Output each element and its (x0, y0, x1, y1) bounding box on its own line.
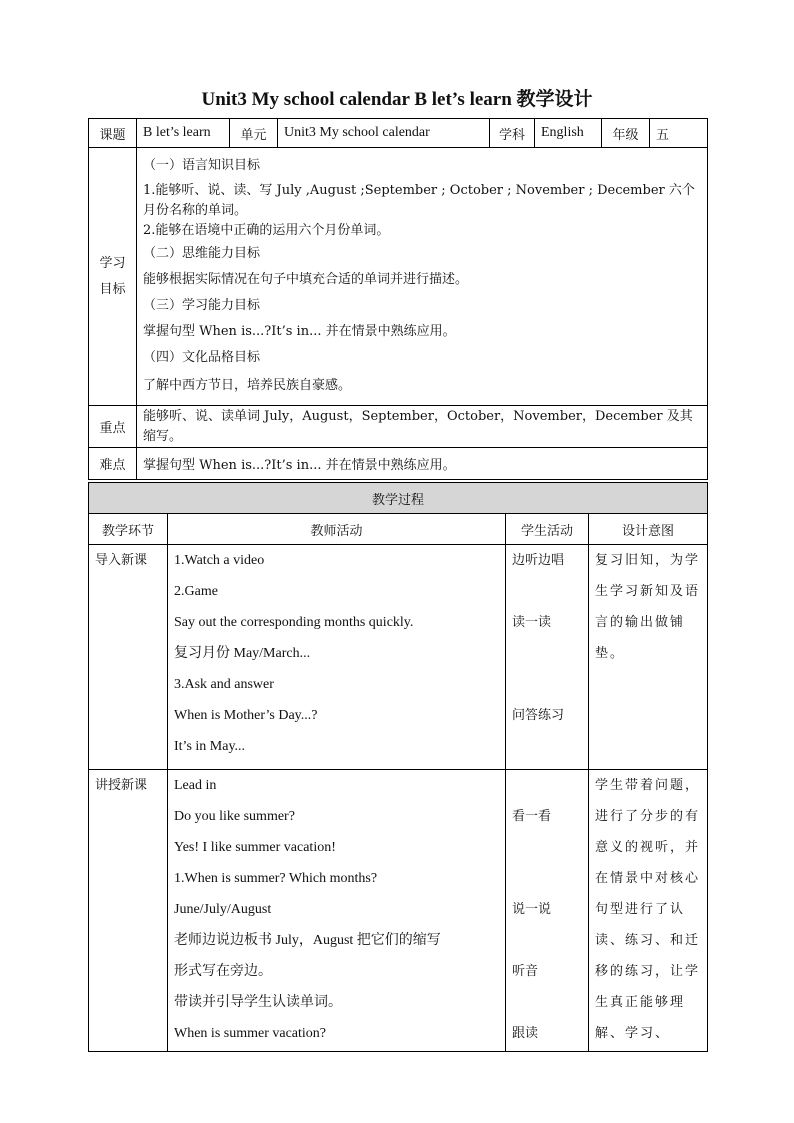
student-line (512, 987, 582, 1018)
objectives-label: 学习目标 (89, 148, 137, 406)
student-line: 看一看 (512, 809, 552, 824)
grade-value: 五 (650, 119, 708, 148)
teacher-line: 带读并引导学生认读单词。 (174, 995, 342, 1010)
student-line (512, 638, 582, 669)
student-line (512, 925, 582, 956)
column-student: 学生活动 (506, 514, 589, 545)
objective-text-5: 了解中西方节日，培养民族自豪感。 (143, 377, 352, 393)
objective-text-3: 能够根据实际情况在句子中填充合适的单词并进行描述。 (143, 271, 469, 287)
objective-heading-1: （一）语言知识目标 (143, 157, 261, 173)
teacher-line: 老师边说边板书 July，August 把它们的缩写 (174, 933, 441, 948)
teacher-line: Do you like summer? (174, 809, 295, 824)
teacher-line: It’s in May... (174, 739, 246, 754)
teacher-line: Lead in (174, 778, 217, 793)
subject-label: 学科 (490, 119, 535, 148)
design-intent: 复习旧知，为学生学习新知及语言的输出做铺垫。 (589, 545, 708, 770)
subject-value: English (535, 119, 602, 148)
key-points-text: 能够听、说、读单词 July，August，September，October，November，December 及其缩写。 (137, 406, 708, 448)
process-row-new-lesson (89, 770, 708, 1052)
key-points-label: 重点 (89, 406, 137, 448)
student-line (512, 770, 582, 801)
teacher-activities (168, 545, 506, 770)
column-design: 设计意图 (589, 514, 708, 545)
teacher-line: 1.Watch a video (174, 553, 265, 568)
teacher-line: 1.When is summer? Which months? (174, 871, 378, 886)
teacher-line: When is Mother’s Day...? (174, 708, 318, 723)
student-line: 边听边唱 (512, 553, 565, 568)
student-line (512, 863, 582, 894)
column-teacher: 教师活动 (168, 514, 506, 545)
student-line (512, 832, 582, 863)
design-intent: 学生带着问题，进行了分步的有意义的视听，并在情景中对核心句型进行了认读、练习、和迁移的练习，让学生真正能够理解、学习、 (589, 770, 708, 1052)
unit-label: 单元 (230, 119, 278, 148)
objectives-content (137, 148, 708, 406)
objective-text-2: 2.能够在语境中正确的运用六个月份单词。 (143, 222, 390, 238)
document-title: Unit3 My school calendar B let’s learn 教学设计 (201, 89, 593, 110)
process-columns-row (89, 514, 708, 545)
student-line: 跟读 (512, 1026, 539, 1041)
teacher-line: Say out the corresponding months quickly. (174, 615, 414, 630)
stage-cell (89, 770, 168, 1052)
objectives-row (89, 148, 708, 406)
student-line: 问答练习 (512, 708, 565, 723)
difficulties-row (89, 448, 708, 480)
difficulties-label: 难点 (89, 448, 137, 480)
topic-value: B let’s learn (137, 119, 230, 148)
objective-heading-4: （四）文化品格目标 (143, 349, 261, 365)
difficulties-text: 掌握句型 When is...?It’s in... 并在情景中熟练应用。 (137, 448, 708, 480)
info-table (88, 118, 708, 480)
objective-heading-2: （二）思维能力目标 (143, 245, 261, 261)
teacher-line: 复习月份 May/March... (174, 646, 311, 661)
student-line (512, 731, 582, 762)
teacher-line: When is summer vacation? (174, 1026, 327, 1041)
teacher-line: 2.Game (174, 584, 218, 599)
info-row (89, 119, 708, 148)
teacher-line: Yes! I like summer vacation! (174, 840, 336, 855)
process-header: 教学过程 (89, 483, 708, 514)
stage-label: 讲授新课 (95, 778, 148, 793)
key-points-row (89, 406, 708, 448)
student-line: 说一说 (512, 902, 552, 917)
teacher-line: 形式写在旁边。 (174, 964, 272, 979)
student-line (512, 669, 582, 700)
process-row-intro (89, 545, 708, 770)
student-line: 听音 (512, 964, 539, 979)
stage-cell (89, 545, 168, 770)
objective-heading-3: （三）学习能力目标 (143, 297, 261, 313)
objective-text-4: 掌握句型 When is...?It’s in... 并在情景中熟练应用。 (143, 323, 456, 339)
objective-text-1: 1.能够听、说、读、写 July ,August ;September ; October ; November ; December 六个月份名称的单词。 (143, 182, 695, 218)
teacher-line: June/July/August (174, 902, 272, 917)
column-stage: 教学环节 (89, 514, 168, 545)
teacher-line: 3.Ask and answer (174, 677, 274, 692)
process-header-row (89, 483, 708, 514)
stage-label: 导入新课 (95, 553, 148, 568)
teacher-activities (168, 770, 506, 1052)
student-activities (506, 545, 589, 770)
grade-label: 年级 (602, 119, 650, 148)
unit-value: Unit3 My school calendar (278, 119, 490, 148)
student-line: 读一读 (512, 615, 552, 630)
process-table (88, 482, 708, 1052)
topic-label: 课题 (89, 119, 137, 148)
student-activities (506, 770, 589, 1052)
student-line (512, 576, 582, 607)
